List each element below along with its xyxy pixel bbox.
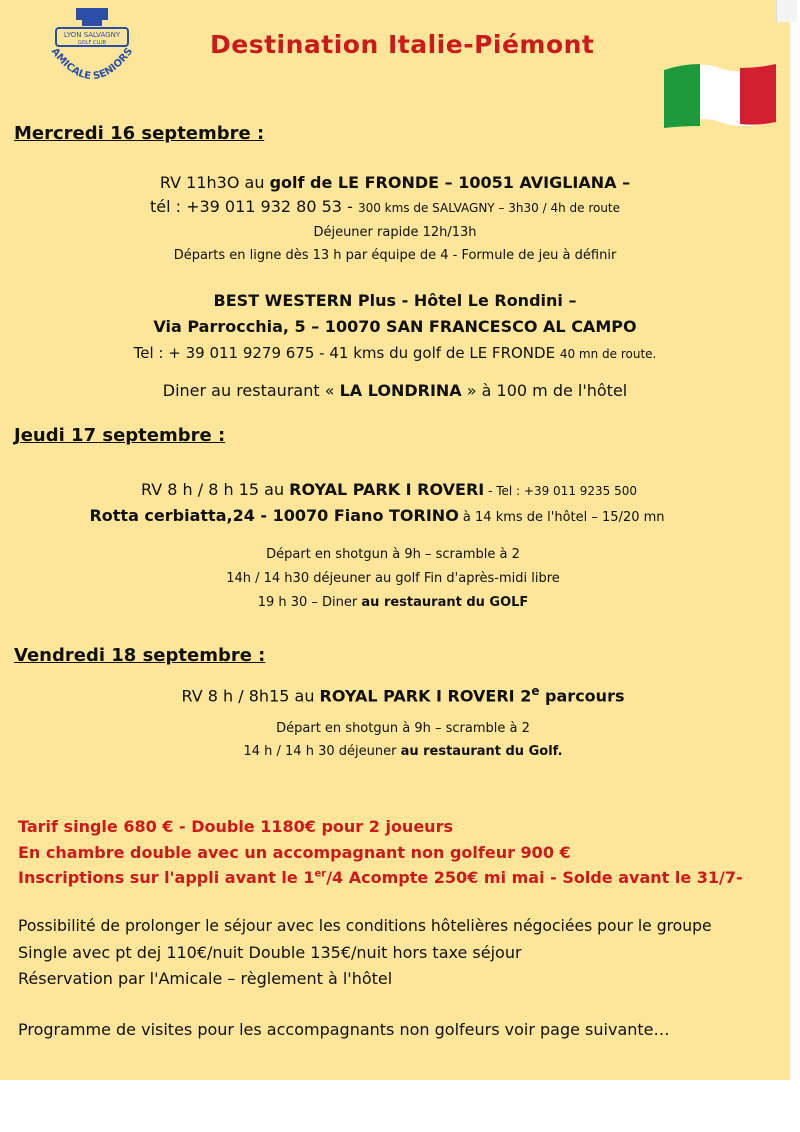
day2-dinner: 19 h 30 – Diner au restaurant du GOLF xyxy=(257,595,529,610)
day2-rv: RV 8 h / 8 h 15 au ROYAL PARK I ROVERI - Tel : +39 011 9235 500 xyxy=(140,480,638,499)
day2-lunch: 14h / 14 h30 déjeuner au golf Fin d'après-midi libre xyxy=(226,571,560,586)
day3-lunch: 14 h / 14 h 30 déjeuner au restaurant du Golf. xyxy=(243,744,563,759)
extra-line4: Programme de visites pour les accompagnants non golfeurs voir page suivante… xyxy=(18,1020,670,1039)
day2-address: Rotta cerbiatta,24 - 10070 Fiano TORINO à 14 kms de l'hôtel – 15/20 mn xyxy=(89,506,665,525)
pricing-line3: Inscriptions sur l'appli avant le 1er/4 Acompte 250€ mi mai - Solde avant le 31/7- xyxy=(18,868,743,887)
day1-hotel-address: Via Parrocchia, 5 – 10070 SAN FRANCESCO AL CAMPO xyxy=(153,317,637,336)
day1-hotel-name: BEST WESTERN Plus - Hôtel Le Rondini – xyxy=(213,291,577,310)
extra-line2: Single avec pt dej 110€/nuit Double 135€/nuit hors taxe séjour xyxy=(18,943,522,962)
extra-line1: Possibilité de prolonger le séjour avec les conditions hôtelières négociées pour le groupe xyxy=(18,917,712,935)
day1-departs: Départs en ligne dès 13 h par équipe de 4 - Formule de jeu à définir xyxy=(173,248,617,263)
pricing-line1: Tarif single 680 € - Double 1180€ pour 2 joueurs xyxy=(18,817,453,836)
extra-line3: Réservation par l'Amicale – règlement à l'hôtel xyxy=(18,969,393,988)
italian-flag-icon xyxy=(660,60,780,132)
logo-line2: GOLF CLUB xyxy=(77,40,107,46)
club-logo xyxy=(46,8,138,98)
day3-shotgun: Départ en shotgun à 9h – scramble à 2 xyxy=(276,721,530,736)
day1-heading: Mercredi 16 septembre : xyxy=(14,123,265,144)
day1-rv: RV 11h3O au golf de LE FRONDE – 10051 AVIGLIANA – xyxy=(159,173,631,192)
svg-text:AMICALE SENIORS xyxy=(49,46,135,82)
pricing-line2: En chambre double avec un accompagnant non golfeur 900 € xyxy=(18,843,571,862)
day3-heading: Vendredi 18 septembre : xyxy=(14,645,266,666)
day1-hotel-tel: Tel : + 39 011 9279 675 - 41 kms du golf de LE FRONDE 40 mn de route. xyxy=(133,344,657,362)
day1-dinner: Diner au restaurant « LA LONDRINA » à 100 m de l'hôtel xyxy=(162,381,628,400)
logo-line3: AMICALE SENIORS xyxy=(48,46,136,83)
day3-rv: RV 8 h / 8h15 au ROYAL PARK I ROVERI 2e parcours xyxy=(181,684,625,706)
logo-line1: LYON SALVAGNY xyxy=(63,31,121,39)
day1-tel: tél : +39 011 932 80 53 - 300 kms de SALVAGNY – 3h30 / 4h de route xyxy=(149,197,621,216)
page-corner xyxy=(776,0,797,22)
day2-heading: Jeudi 17 septembre : xyxy=(14,425,226,446)
day2-shotgun: Départ en shotgun à 9h – scramble à 2 xyxy=(266,547,520,562)
day1-lunch: Déjeuner rapide 12h/13h xyxy=(313,225,477,240)
page-title: Destination Italie-Piémont xyxy=(210,30,595,59)
